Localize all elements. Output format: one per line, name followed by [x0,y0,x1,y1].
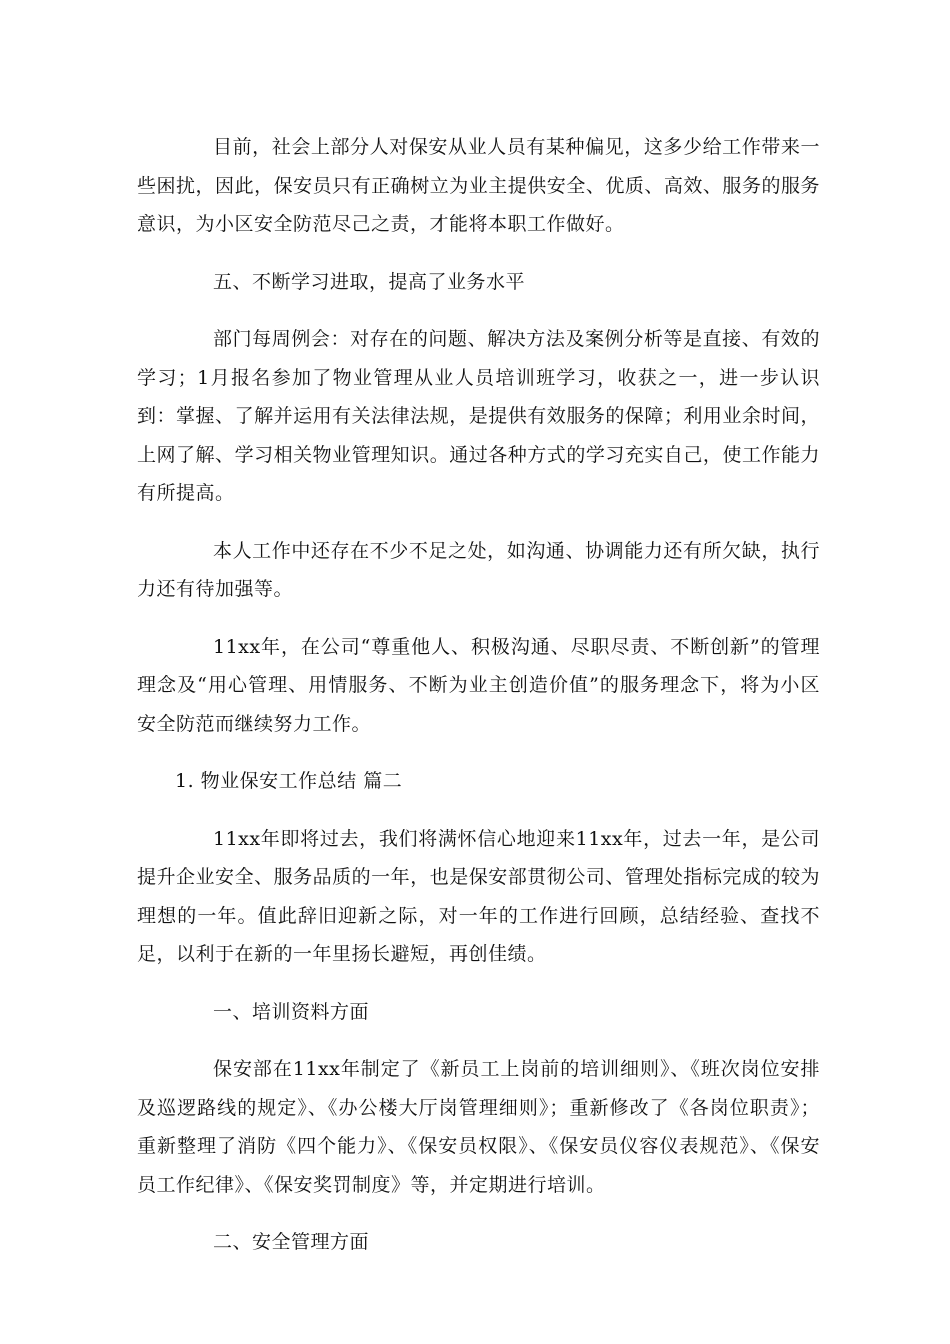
paragraph-weekly-meeting: 部门每周例会：对存在的问题、解决方法及案例分析等是直接、有效的学习；1月报名参加了物业管理从业人员培训班学习，收获之一，进一步认识到：掌握、了解并运用有关法律法规，是提供有效服务的保障；利用业余时间，上网了解、学习相关物业管理知识。通过各种方式的学习充实自己，使工作能力有所提高。 [137,328,820,504]
spacer [137,1204,820,1223]
document-body [137,128,820,1262]
section-title-part-two: 1. 物业保安工作总结 篇二 [175,770,403,792]
spacer [137,244,820,263]
spacer [137,974,820,993]
heading-safety-management: 二、安全管理方面 [213,1231,370,1253]
spacer [137,1031,820,1050]
spacer [137,301,820,320]
spacer [137,609,820,628]
spacer [137,801,820,820]
paragraph-shortcomings: 本人工作中还存在不少不足之处，如沟通、协调能力还有所欠缺，执行力还有待加强等。 [137,539,820,600]
paragraph-training-rules: 保安部在11xx年制定了《新员工上岗前的培训细则》、《班次岗位安排及巡逻路线的规定》、《办公楼大厅岗管理细则》；重新修改了《各岗位职责》；重新整理了消防《四个能力》、《保安员权限》、《保安员仪容仪表规范》、《保安员工作纪律》、《保安奖罚制度》等，并定期进行培训。 [137,1058,820,1196]
heading-learning: 五、不断学习进取，提高了业务水平 [213,270,526,293]
spacer [137,513,820,532]
heading-training-materials: 一、培训资料方面 [213,1000,370,1023]
paragraph-year-review: 11xx年即将过去，我们将满怀信心地迎来11xx年，过去一年，是公司提升企业安全、服务品质的一年，也是保安部贯彻公司、管理处指标完成的较为理想的一年。值此辞旧迎新之际，对一年的工作进行回顾，总结经验、查找不足，以利于在新的一年里扬长避短，再创佳绩。 [137,827,820,965]
paragraph-prejudice: 目前，社会上部分人对保安从业人员有某种偏见，这多少给工作带来一些困扰，因此，保安员只有正确树立为业主提供安全、优质、高效、服务的服务意识，为小区安全防范尽己之责，才能将本职工作做好。 [137,136,820,235]
paragraph-philosophy: 11xx年，在公司“尊重他人、积极沟通、尽职尽责、不断创新”的管理理念及“用心管理、用情服务、不断为业主创造价值”的服务理念下，将为小区安全防范而继续努力工作。 [137,635,820,735]
spacer [137,743,820,762]
